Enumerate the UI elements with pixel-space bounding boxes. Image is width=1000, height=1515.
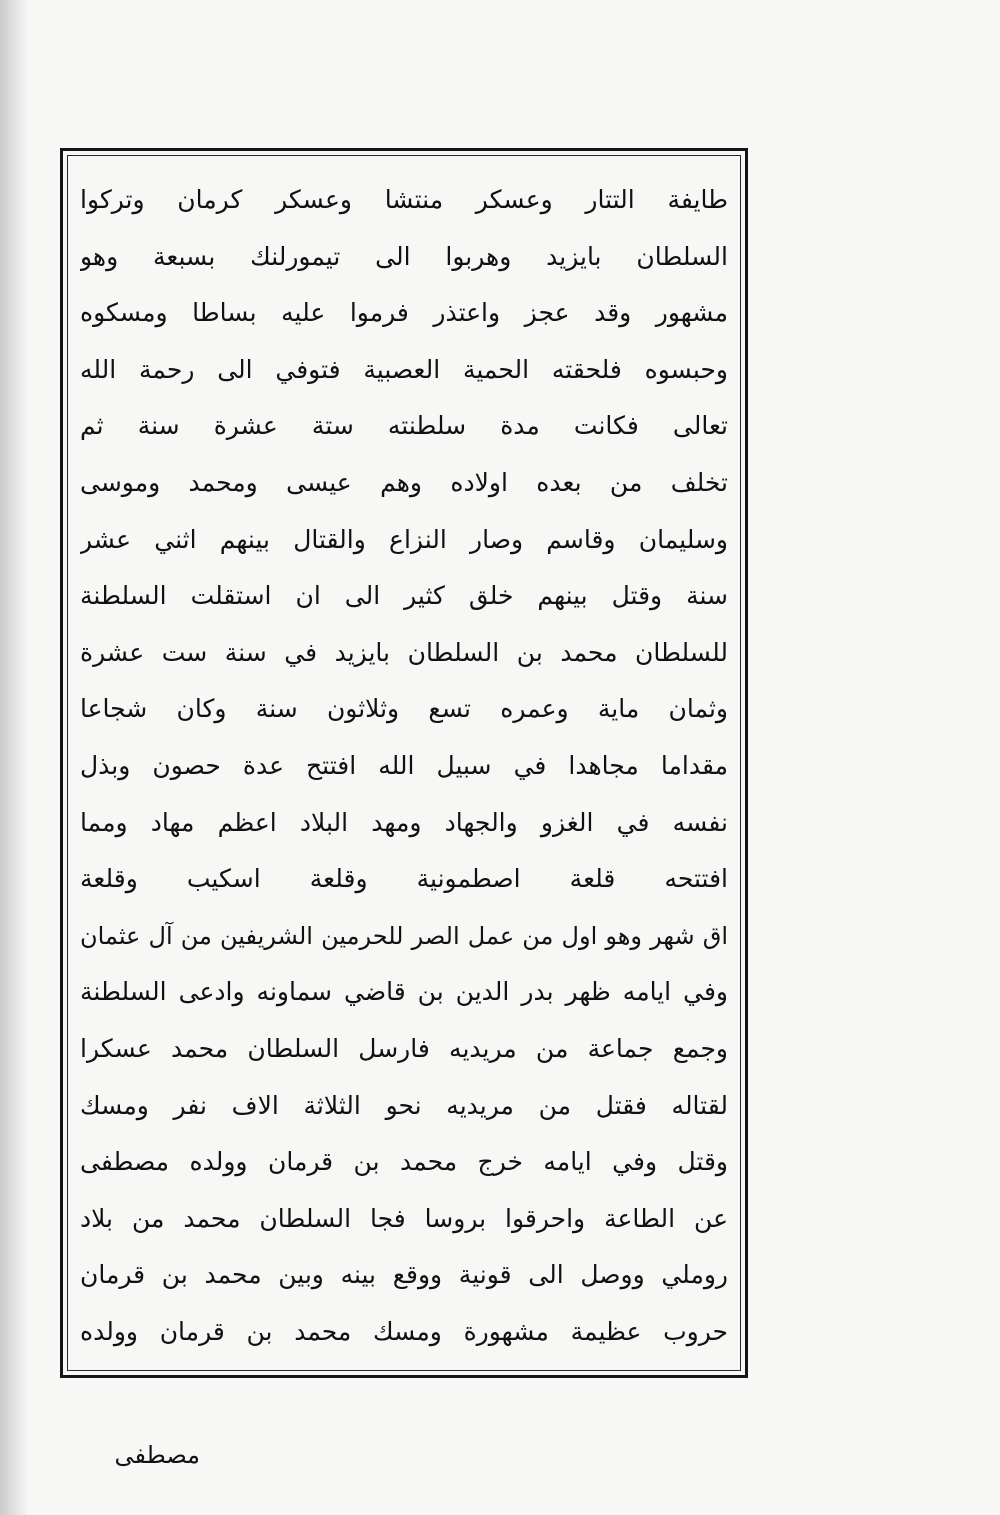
text-line: روملي ووصل الى قونية ووقع بينه وبين محمد بن قرمان — [80, 1260, 728, 1290]
text-line: طايفة التتار وعسكر منتشا وعسكر كرمان وتركوا — [80, 185, 728, 214]
text-line: وجمع جماعة من مريديه فارسل السلطان محمد عسكرا — [80, 1033, 728, 1063]
text-line: تخلف من بعده اولاده وهم عيسى ومحمد وموسى — [80, 467, 728, 497]
text-line: وقتل وفي ايامه خرج محمد بن قرمان وولده مصطفى — [80, 1147, 728, 1177]
text-line: سنة وقتل بينهم خلق كثير الى ان استقلت السلطنة — [80, 581, 728, 611]
page-gutter-shadow — [0, 0, 26, 1515]
text-line: اق شهر وهو اول من عمل الصر للحرمين الشريفين من آل عثمان — [80, 921, 728, 950]
text-line: تعالى فكانت مدة سلطنته ستة عشرة سنة ثم — [80, 411, 728, 441]
text-line: مشهور وقد عجز واعتذر فرموا عليه بساطا ومسكوه — [80, 298, 728, 328]
text-line: حروب عظيمة مشهورة ومسك محمد بن قرمان وولده — [80, 1316, 728, 1346]
text-line: وسليمان وقاسم وصار النزاع والقتال بينهم اثني عشر — [80, 524, 728, 554]
text-line: عن الطاعة واحرقوا بروسا فجا السلطان محمد من بلاد — [80, 1203, 728, 1233]
text-line: افتتحه قلعة اصطمونية وقلعة اسكيب وقلعة — [80, 864, 728, 894]
text-line: للسلطان محمد بن السلطان بايزيد في سنة ست عشرة — [80, 637, 728, 667]
text-line: مقداما مجاهدا في سبيل الله افتتح عدة حصون وبذل — [80, 750, 728, 780]
text-line: وفي ايامه ظهر بدر الدين بن قاضي سماونه وادعى السلطنة — [80, 977, 728, 1007]
text-line: نفسه في الغزو والجهاد ومهد البلاد اعظم مهاد ومما — [80, 807, 728, 837]
text-line: لقتاله فقتل من مريديه نحو الثلاثة الاف نفر ومسك — [80, 1090, 728, 1120]
manuscript-text-block — [80, 172, 728, 1362]
text-line: وثمان ماية وعمره تسع وثلاثون سنة وكان شجاعا — [80, 694, 728, 724]
text-line: السلطان بايزيد وهربوا الى تيمورلنك بسبعة وهو — [80, 241, 728, 271]
text-line: وحبسوه فلحقته الحمية العصبية فتوفي الى رحمة الله — [80, 354, 728, 384]
catchword: مصطفى — [114, 1441, 200, 1469]
